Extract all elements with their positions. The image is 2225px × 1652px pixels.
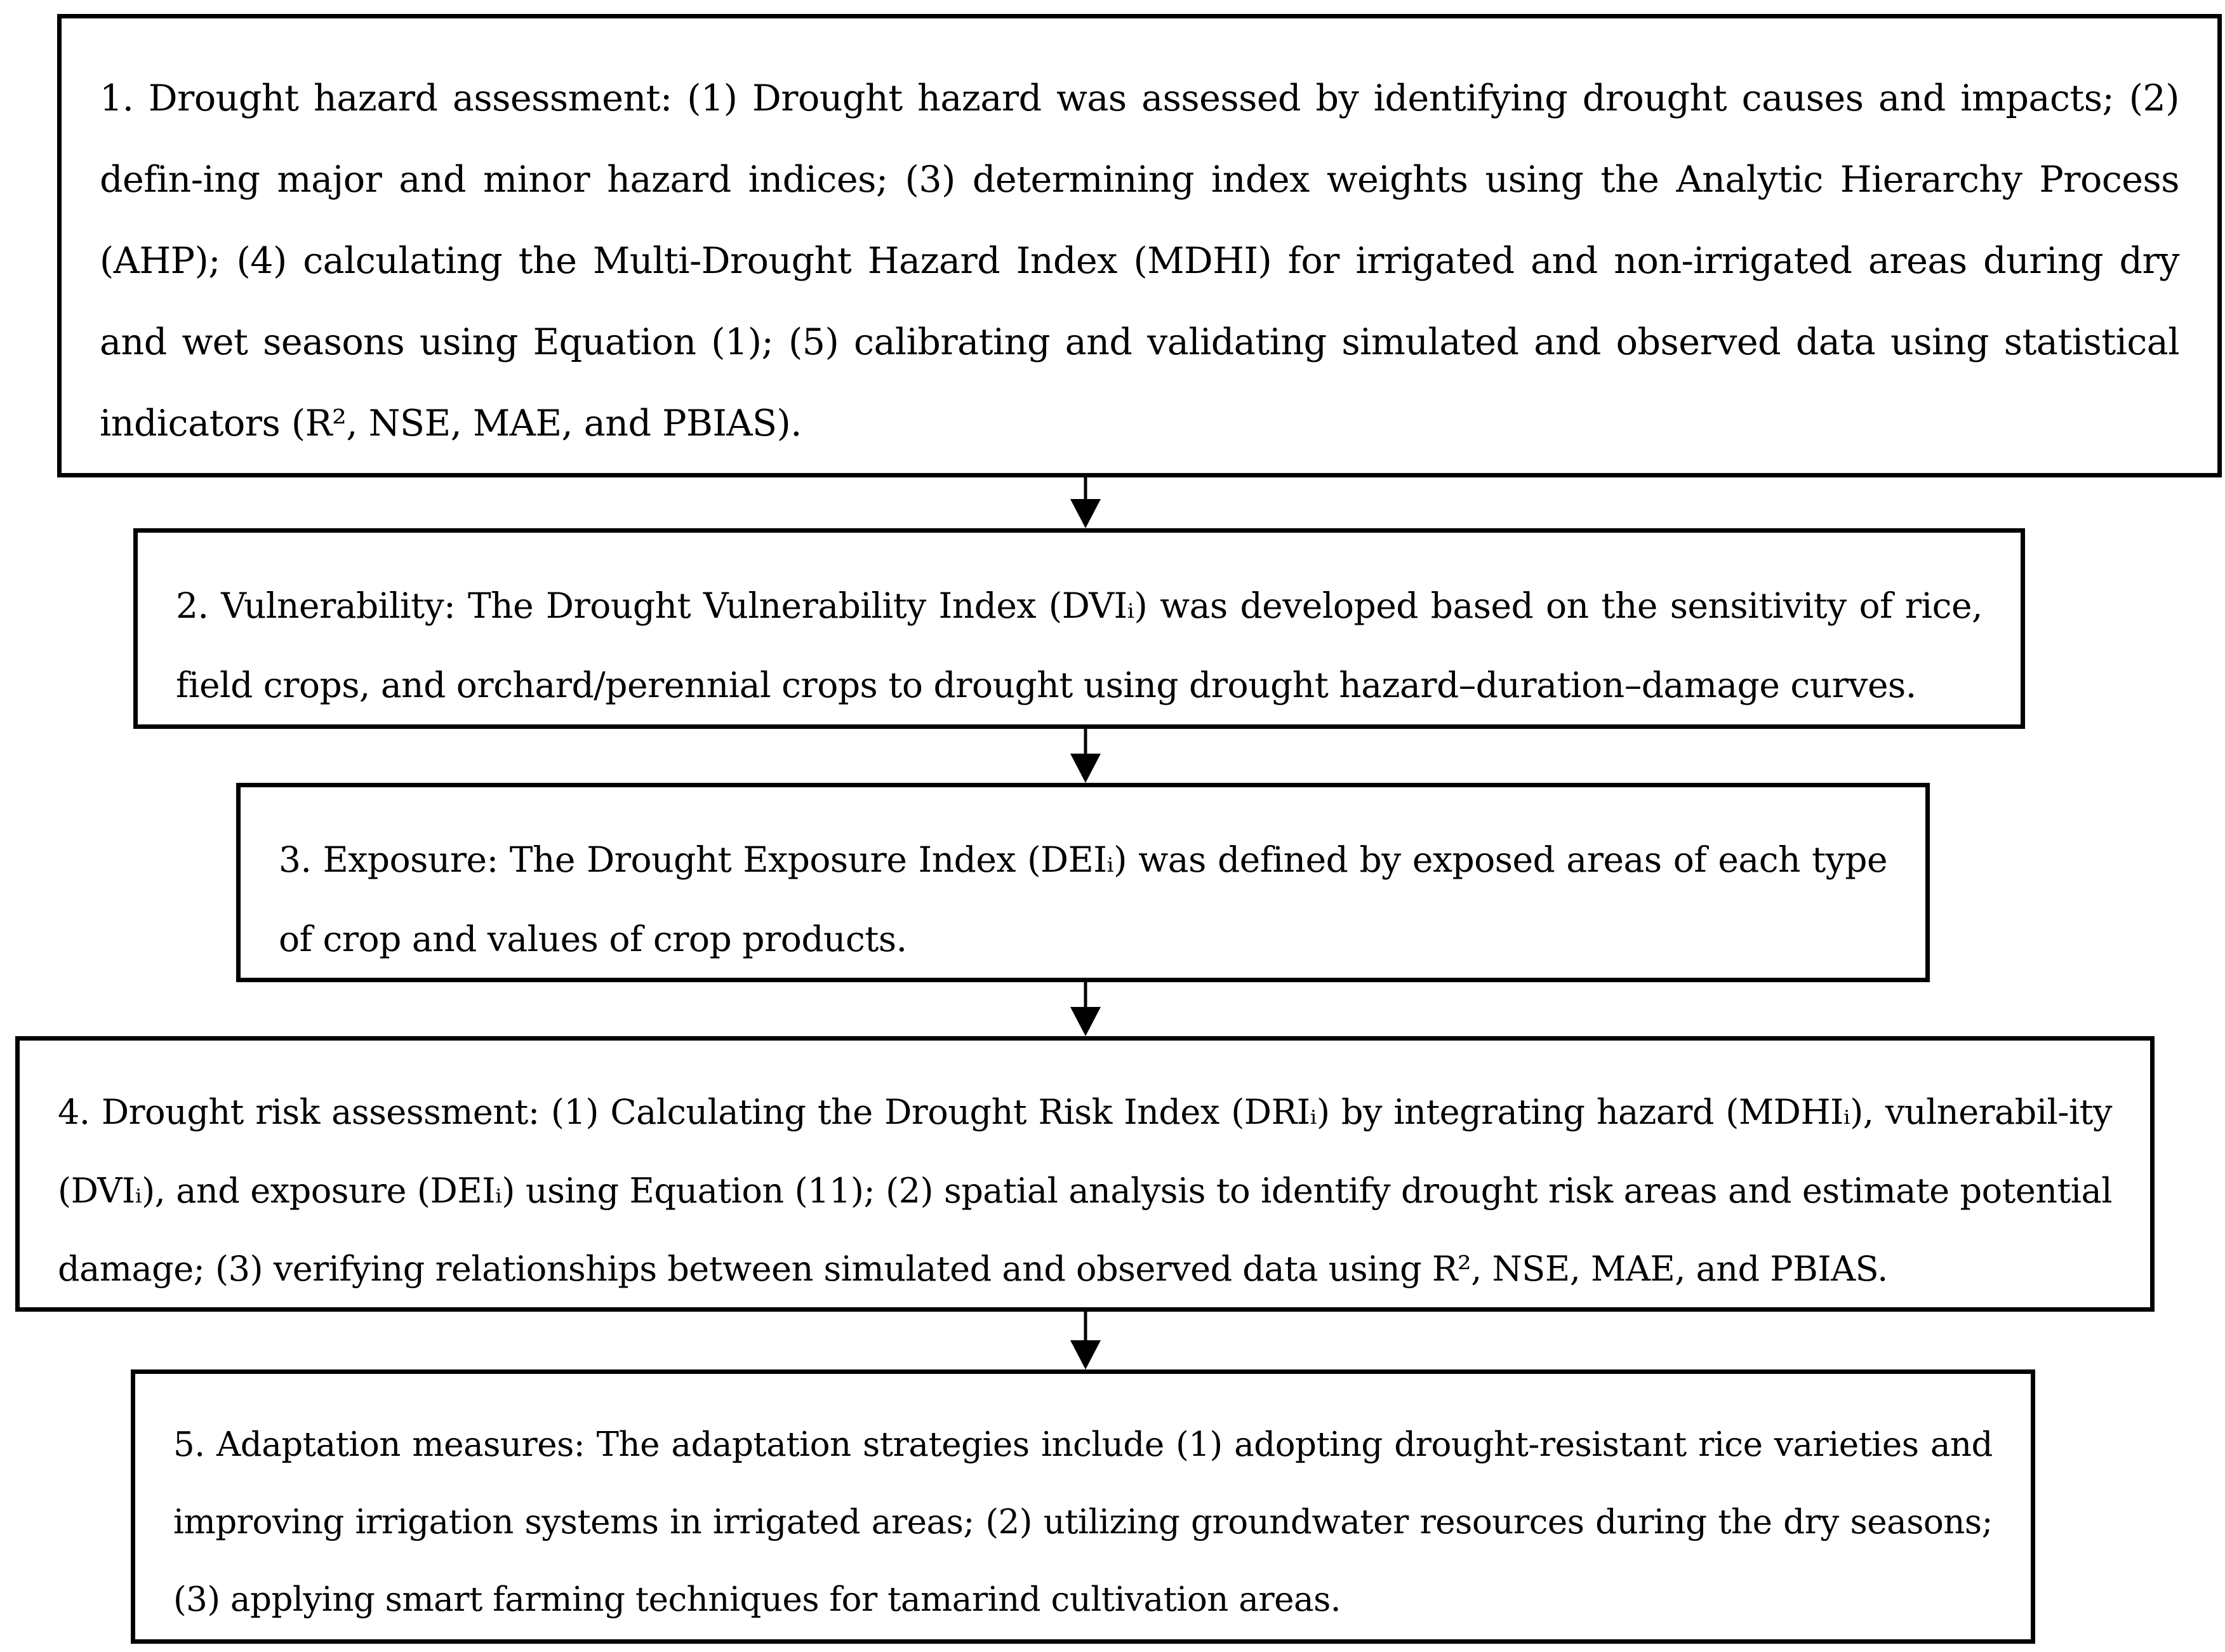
step-1-drought-hazard-box — [57, 14, 2222, 477]
step-1-text: 1. Drought hazard assessment: (1) Drought hazard was assessed by identifying drought causes and impacts; (2) defin-ing major and minor hazard indices; (3) determining index weights using the Analytic Hierarchy Process (AHP); (4) calculating the Multi-Drought Hazard Index (MDHI) for irrigated and non-irrigated areas during dry and wet seasons using Equation (1); (5) calibrating and validating simulated and observed data using statistical indicators (R², NSE, MAE, and PBIAS). — [100, 77, 2179, 444]
step-3-text: 3. Exposure: The Drought Exposure Index (DEIᵢ) was defined by exposed areas of each type of crop and values of crop products. — [279, 839, 1887, 959]
step-5-text: 5. Adaptation measures: The adaptation strategies include (1) adopting drought-resistant rice varieties and improving irrigation systems in irrigated areas; (2) utilizing groundwater resources during the dry seasons; (3) applying smart farming techniques for tamarind cultivation areas. — [173, 1425, 1993, 1619]
step-5-adaptation-box — [131, 1369, 2035, 1644]
step-4-text: 4. Drought risk assessment: (1) Calculating the Drought Risk Index (DRIᵢ) by integrating hazard (MDHIᵢ), vulnerabil-ity (DVIᵢ), and exposure (DEIᵢ) using Equation (11); (2) spatial analysis to identify drought risk areas and estimate potential damage; (3) verifying relationships between simulated and observed data using R², NSE, MAE, and PBIAS. — [58, 1092, 2112, 1289]
step-4-drought-risk-box — [15, 1036, 2155, 1312]
step-2-vulnerability-box — [133, 528, 2025, 729]
step-2-text: 2. Vulnerability: The Drought Vulnerability Index (DVIᵢ) was developed based on the sensitivity of rice, field crops, and orchard/perennial crops to drought using drought hazard–duration–damage curves. — [176, 585, 1983, 705]
arrow-4-to-5 — [1070, 1312, 1101, 1369]
arrow-1-to-2 — [1070, 477, 1101, 528]
arrow-2-to-3 — [1070, 729, 1101, 783]
arrow-3-to-4 — [1070, 982, 1101, 1036]
step-3-exposure-box — [236, 783, 1930, 982]
